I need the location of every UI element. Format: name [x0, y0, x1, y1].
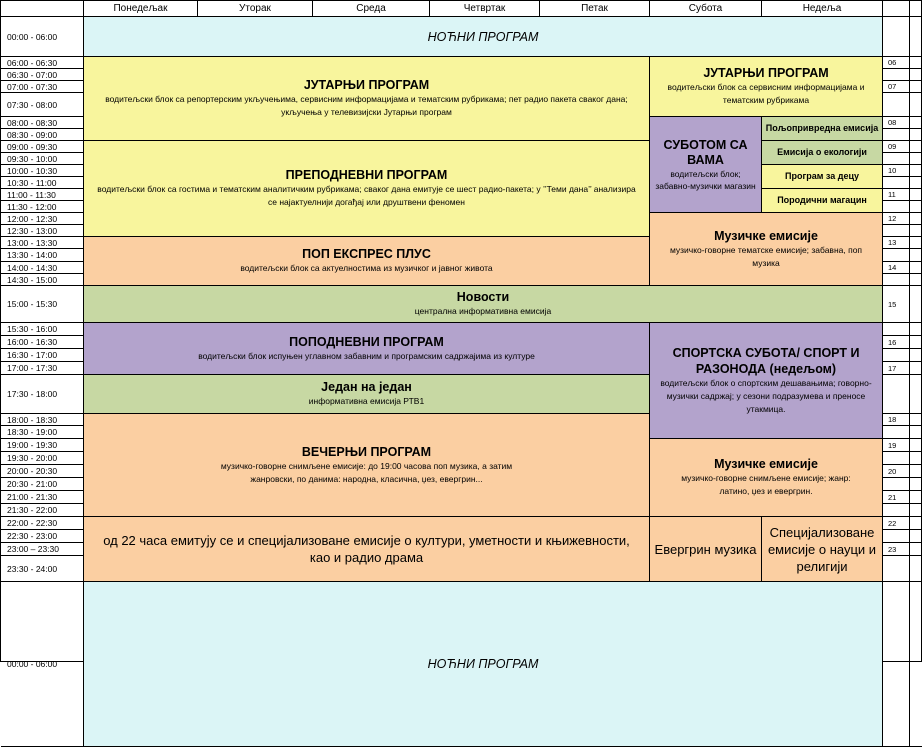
time-slot: 23:30 - 24:00: [1, 556, 84, 582]
one-on-one-desc: информативна емисија РТВ1: [308, 396, 425, 406]
blank-cell: [910, 1, 922, 17]
hour-cell: [883, 452, 910, 465]
blank-cell: [910, 201, 922, 213]
hour-cell: 10: [883, 165, 910, 177]
hour-cell: 16: [883, 336, 910, 349]
science-religion-title: Специјализоване емисије о науци и религији: [767, 524, 877, 574]
hour-cell: [883, 17, 910, 57]
afternoon-program-block: [84, 323, 650, 375]
hour-cell: 15: [883, 286, 910, 323]
day-header-thursday: Четвртак: [430, 1, 540, 17]
blank-cell: [883, 1, 910, 17]
blank-cell: [910, 141, 922, 153]
blank-cell: [910, 517, 922, 530]
morning-program-title: ЈУТАРЊИ ПРОГРАМ: [303, 78, 430, 92]
blank-cell: [910, 362, 922, 375]
news-title: Новости: [456, 290, 510, 304]
header-corner: [1, 1, 84, 17]
time-slot: 20:30 - 21:00: [1, 478, 84, 491]
hour-cell: [883, 129, 910, 141]
blank-cell: [910, 249, 922, 262]
hour-cell: 18: [883, 414, 910, 426]
evening-program-desc: музичко-говорне снимљене емисије: до 19:00 часова поп музика, а затим жанровски, по данима: народна, класична, џез, евергрин...: [220, 460, 513, 484]
blank-cell: [910, 439, 922, 452]
weekend-morning-title: ЈУТАРЊИ ПРОГРАМ: [703, 66, 829, 80]
time-slot: 15:30 - 16:00: [1, 323, 84, 336]
blank-cell: [910, 17, 922, 57]
family-magazine-block: [762, 189, 883, 213]
time-slot: 20:00 - 20:30: [1, 465, 84, 478]
time-slot: 13:00 - 13:30: [1, 237, 84, 249]
family-magazine-title: Породични магацин: [777, 195, 867, 205]
blank-cell: [910, 414, 922, 426]
ecology-show-title: Емисија о екологији: [777, 147, 867, 157]
time-slot: 21:00 - 21:30: [1, 491, 84, 504]
time-slot: 14:00 - 14:30: [1, 262, 84, 274]
hour-cell: 08: [883, 117, 910, 129]
blank-cell: [910, 81, 922, 93]
one-on-one-title: Један на један: [321, 380, 412, 394]
pop-express-desc: водитељски блок са актуелностима из музичког и јавног живота: [240, 263, 493, 273]
afternoon-program-title: ПОПОДНЕВНИ ПРОГРАМ: [289, 334, 444, 349]
hour-cell: [883, 323, 910, 336]
sport-program-block: [650, 323, 883, 439]
blank-cell: [910, 262, 922, 274]
hour-cell: 06: [883, 57, 910, 69]
hour-cell: 12: [883, 213, 910, 225]
hour-cell: [883, 274, 910, 286]
day-header-monday: Понедељак: [84, 1, 198, 17]
one-on-one-block: [84, 375, 650, 414]
blank-cell: [910, 504, 922, 517]
time-slot: 09:00 - 09:30: [1, 141, 84, 153]
hour-cell: [883, 478, 910, 491]
hour-cell: [883, 530, 910, 543]
time-slot: 22:00 - 22:30: [1, 517, 84, 530]
hour-cell: 07: [883, 81, 910, 93]
blank-cell: [910, 57, 922, 69]
hour-cell: [883, 582, 910, 747]
time-slot: 19:00 - 19:30: [1, 439, 84, 452]
hour-cell: [883, 69, 910, 81]
blank-cell: [910, 274, 922, 286]
hour-cell: 19: [883, 439, 910, 452]
hour-cell: [883, 556, 910, 582]
weekend-morning-desc: водитељски блок са сервисним информацијама и тематским рубрикама: [667, 82, 865, 105]
blank-cell: [910, 213, 922, 225]
news-block: [84, 286, 883, 323]
morning-program-desc: водитељски блок са репортерским укључењима, сервисним информацијама и тематским рубрикама; пет радио пакета сваког дана; укључења у телевизијски Јутарњи програм: [105, 94, 628, 117]
time-slot: 17:30 - 18:00: [1, 375, 84, 414]
time-slot: 09:30 - 10:00: [1, 153, 84, 165]
hour-cell: 13: [883, 237, 910, 249]
hour-cell: [883, 177, 910, 189]
weekend-morning-program-block: [650, 57, 883, 117]
time-slot: 00:00 - 06:00: [1, 582, 84, 747]
time-slot: 15:00 - 15:30: [1, 286, 84, 323]
time-slot: 08:00 - 08:30: [1, 117, 84, 129]
time-slot: 23:00 – 23:30: [1, 543, 84, 556]
time-slot: 21:30 - 22:00: [1, 504, 84, 517]
time-slot: 11:00 - 11:30: [1, 189, 84, 201]
hour-cell: 11: [883, 189, 910, 201]
forenoon-program-block: [84, 141, 650, 237]
sport-program-title: СПОРТСКА СУБОТА/ СПОРТ И РАЗОНОДА (недељом): [672, 346, 860, 376]
day-header-friday: Петак: [540, 1, 650, 17]
hour-cell: [883, 249, 910, 262]
saturday-with-you-desc: водитељски блок; забавно-музички магазин: [655, 168, 756, 191]
kids-program-title: Програм за децу: [785, 171, 859, 181]
hour-cell: [883, 201, 910, 213]
time-slot: 22:30 - 23:00: [1, 530, 84, 543]
blank-cell: [910, 129, 922, 141]
time-slot: 11:30 - 12:00: [1, 201, 84, 213]
blank-cell: [910, 349, 922, 362]
music-shows-1-desc: музичко-говорне тематске емисије; забавна, поп музика: [669, 244, 863, 268]
blank-cell: [910, 336, 922, 349]
time-slot: 10:30 - 11:00: [1, 177, 84, 189]
night-program-title: НОЋНИ ПРОГРАМ: [427, 29, 539, 44]
sport-program-desc: водитељски блок о спортским дешавањима; говорно-музички садржај; у сезони подразумева и преносе утакмица.: [660, 378, 872, 414]
hour-cell: [883, 349, 910, 362]
blank-cell: [910, 426, 922, 439]
blank-cell: [910, 165, 922, 177]
late-evening-desc: од 22 часа емитују се и специјализоване емисије о култури, уметности и књижевности, као и радио драма: [103, 533, 630, 565]
evergreen-music-title: Евергрин музика: [654, 541, 757, 557]
day-header-tuesday: Уторак: [198, 1, 313, 17]
blank-cell: [910, 582, 922, 747]
blank-cell: [910, 237, 922, 249]
agriculture-show-block: [762, 117, 883, 141]
hour-cell: 22: [883, 517, 910, 530]
time-slot: 06:30 - 07:00: [1, 69, 84, 81]
blank-cell: [910, 556, 922, 582]
blank-cell: [910, 465, 922, 478]
saturday-with-you-title: СУБОТОМ СА ВАМА: [663, 137, 748, 167]
time-slot: 18:30 - 19:00: [1, 426, 84, 439]
agriculture-show-title: Пољопривредна емисија: [765, 123, 879, 133]
ecology-show-block: [762, 141, 883, 165]
blank-cell: [910, 225, 922, 237]
afternoon-program-desc: водитељски блок испуњен углавном забавним и програмским садржајима из културе: [198, 350, 535, 361]
hour-cell: 21: [883, 491, 910, 504]
pop-express-title: ПОП ЕКСПРЕС ПЛУС: [302, 247, 431, 261]
kids-program-block: [762, 165, 883, 189]
hour-cell: 20: [883, 465, 910, 478]
science-religion-block: [762, 517, 883, 582]
time-slot: 13:30 - 14:00: [1, 249, 84, 262]
time-slot: 14:30 - 15:00: [1, 274, 84, 286]
blank-cell: [910, 323, 922, 336]
hour-cell: [883, 426, 910, 439]
day-header-wednesday: Среда: [313, 1, 430, 17]
forenoon-program-desc: водитељски блок са гостима и тематским аналитичким рубрикама; сваког дана емитује се шест радио-пакета; у ’’Теми дана’’ анализира се најактуелнији догађај или друштвени феномен: [97, 184, 636, 207]
blank-cell: [910, 93, 922, 117]
pop-express-block: [84, 237, 650, 286]
evening-program-block: [84, 414, 650, 517]
night-program-block-bottom: [84, 582, 883, 747]
night-program-block-top: [84, 17, 883, 57]
hour-cell: [883, 153, 910, 165]
hour-cell: [883, 375, 910, 414]
music-shows-block-2: [650, 439, 883, 517]
time-slot: 12:30 - 13:00: [1, 225, 84, 237]
blank-cell: [910, 189, 922, 201]
time-slot: 19:30 - 20:00: [1, 452, 84, 465]
time-slot: 08:30 - 09:00: [1, 129, 84, 141]
blank-cell: [910, 117, 922, 129]
music-shows-1-title: Музичке емисије: [714, 228, 818, 243]
hour-cell: 14: [883, 262, 910, 274]
blank-cell: [910, 375, 922, 414]
evening-program-title: ВЕЧЕРЊИ ПРОГРАМ: [301, 444, 432, 459]
music-shows-2-desc: музичко-говорне снимљене емисије; жанр: латино, џез и евергрин.: [681, 473, 851, 496]
evergreen-music-block: [650, 517, 762, 582]
blank-cell: [910, 530, 922, 543]
hour-cell: [883, 93, 910, 117]
blank-cell: [910, 69, 922, 81]
day-header-saturday: Субота: [650, 1, 762, 17]
blank-cell: [910, 177, 922, 189]
night-program-title: НОЋНИ ПРОГРАМ: [427, 657, 539, 671]
blank-cell: [910, 543, 922, 556]
blank-cell: [910, 286, 922, 323]
news-desc: централна информативна емисија: [414, 306, 552, 316]
blank-cell: [910, 491, 922, 504]
forenoon-program-title: ПРЕПОДНЕВНИ ПРОГРАМ: [285, 168, 448, 182]
music-shows-block-1: [650, 213, 883, 286]
hour-cell: 23: [883, 543, 910, 556]
day-header-sunday: Недеља: [762, 1, 883, 17]
late-evening-block: [84, 517, 650, 582]
hour-cell: 09: [883, 141, 910, 153]
blank-cell: [910, 478, 922, 491]
saturday-with-you-block: [650, 117, 762, 213]
hour-cell: [883, 504, 910, 517]
music-shows-2-title: Музичке емисије: [714, 457, 818, 471]
blank-cell: [910, 452, 922, 465]
time-slot: 07:00 - 07:30: [1, 81, 84, 93]
time-slot: 18:00 - 18:30: [1, 414, 84, 426]
time-slot: 16:30 - 17:00: [1, 349, 84, 362]
time-slot: 17:00 - 17:30: [1, 362, 84, 375]
time-slot: 16:00 - 16:30: [1, 336, 84, 349]
morning-program-block: [84, 57, 650, 141]
hour-cell: [883, 225, 910, 237]
hour-cell: 17: [883, 362, 910, 375]
time-slot: 06:00 - 06:30: [1, 57, 84, 69]
time-slot: 12:00 - 12:30: [1, 213, 84, 225]
time-slot: 00:00 - 06:00: [1, 17, 84, 57]
time-slot: 07:30 - 08:00: [1, 93, 84, 117]
blank-cell: [910, 153, 922, 165]
time-slot: 10:00 - 10:30: [1, 165, 84, 177]
